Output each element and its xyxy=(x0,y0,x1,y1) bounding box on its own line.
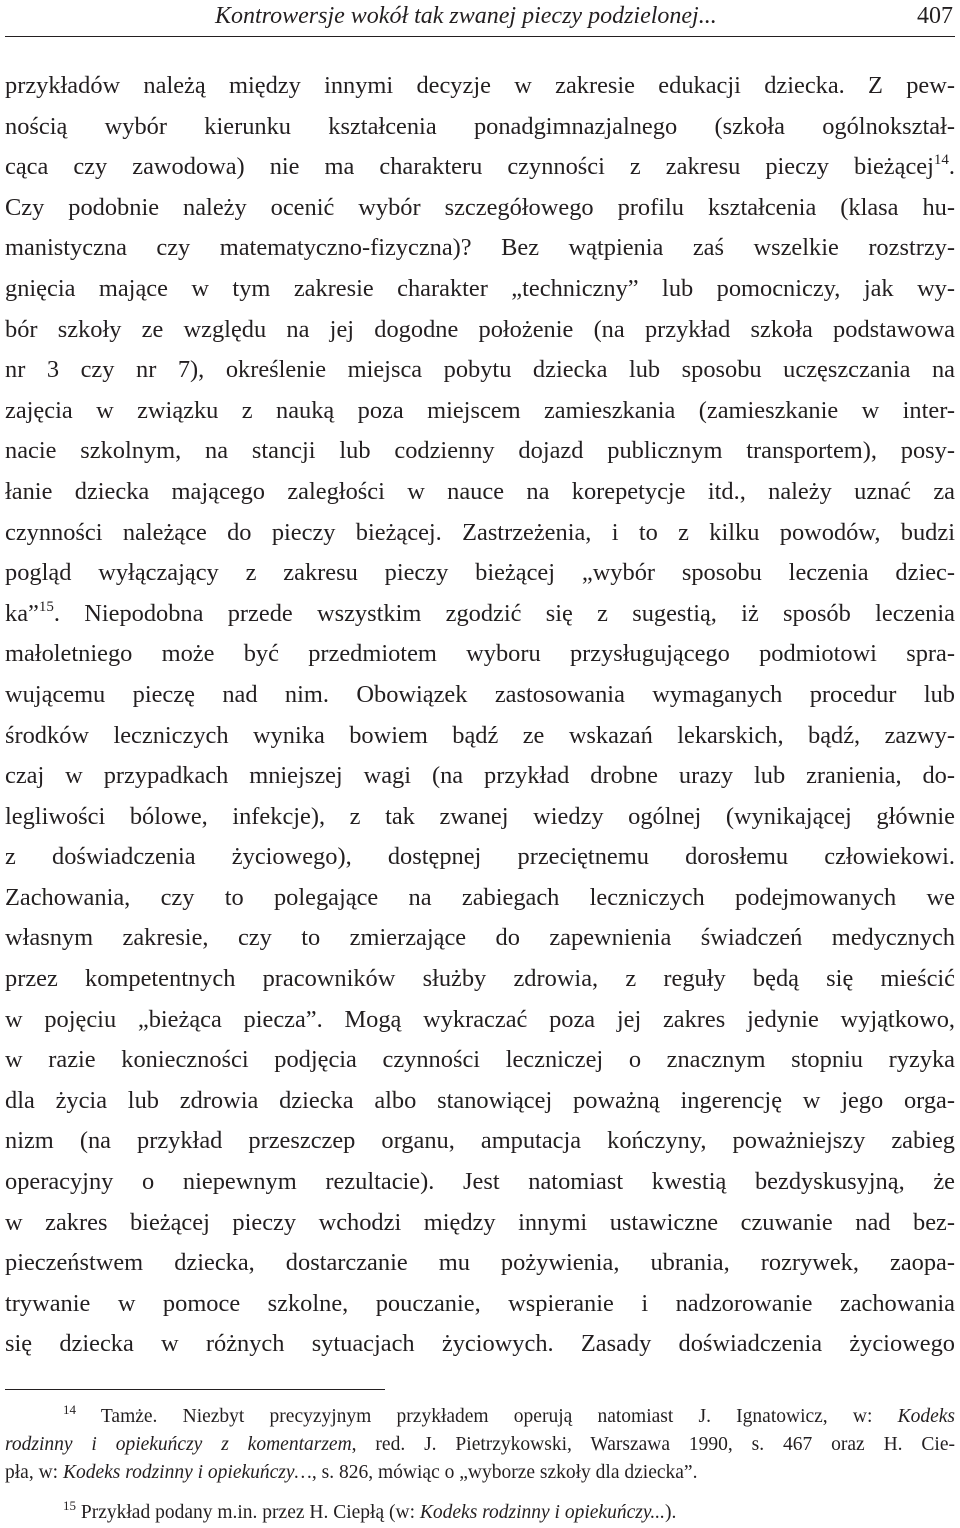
text-line: Czy podobnie należy ocenić wybór szczegółowego profilu kształcenia (klasa hu- xyxy=(5,193,955,221)
footnote-14-line: $^{14}$ Tamże. Niezbyt precyzyjnym przykładem operują natomiast J. Ignatowicz, w: Kodeks xyxy=(63,1402,955,1427)
text-line: czynności należące do pieczy bieżącej. Zastrzeżenia, i to z kilku powodów, budzi xyxy=(5,518,955,546)
footnotes xyxy=(5,1403,955,1527)
text-line: nością wybór kierunku kształcenia ponadgimnazjalnego (szkoła ogólnokształ- xyxy=(5,112,955,140)
footnote-ref-15[interactable]: 15 xyxy=(38,598,54,615)
page-number: 407 xyxy=(917,3,953,29)
text-line: w razie konieczności podjęcia czynności leczniczej o znacznym stopniu ryzyka xyxy=(5,1046,955,1074)
text-line: dla życia lub zdrowia dziecka albo stanowiącej poważną ingerencję w jego orga- xyxy=(5,1086,955,1114)
text-line: środków leczniczych wynika bowiem bądź ze wskazań lekarskich, bądź, zazwy- xyxy=(5,721,955,749)
text-line: pogląd wyłączający z zakresu pieczy bieżącej „wybór sposobu leczenia dziec- xyxy=(5,559,955,587)
text-line: nacie szkolnym, na stancji lub codzienny dojazd publicznym transportem), posy- xyxy=(5,437,955,465)
footnote-15-line: $^{15}$ Przykład podany m.in. przez H. Ciepłą (w: Kodeks rodzinny i opiekuńczy...). xyxy=(63,1498,677,1523)
book-page xyxy=(5,0,955,1528)
text-line: ka”$^{15}$. Niepodobna przede wszystkim zgodzić się z sugestią, iż sposób leczenia xyxy=(5,598,955,627)
footnote-14-number: 14 xyxy=(63,1402,76,1417)
text-line: się dziecka w różnych sytuacjach życiowych. Zasady doświadczenia życiowego xyxy=(5,1330,955,1358)
text-line: z doświadczenia życiowego), dostępnej przeciętnemu dorosłemu człowiekowi. xyxy=(5,843,955,871)
text-line: Zachowania, czy to polegające na zabiegach leczniczych podejmowanych we xyxy=(5,883,955,911)
text-line: małoletniego może być przedmiotem wyboru przysługującego podmiotowi spra- xyxy=(5,640,955,668)
body-text xyxy=(5,66,955,1365)
text-line: trywanie w pomoce szkolne, pouczanie, wspieranie i nadzorowanie zachowania xyxy=(5,1289,955,1317)
text-line: manistyczna czy matematyczno-fizyczna)? Bez wątpienia zaś wszelkie rozstrzy- xyxy=(5,234,955,262)
footnote-separator xyxy=(5,1389,385,1390)
text-line: pieczeństwem dziecka, dostarczanie mu pożywienia, ubrania, rozrywek, zaopa- xyxy=(5,1249,955,1277)
text-line: legliwości bólowe, infekcje), z tak zwanej wiedzy ogólnej (wynikającej głównie xyxy=(5,802,955,830)
running-header-title: Kontrowersje wokół tak zwanej pieczy podzielonej... xyxy=(215,3,717,29)
text-line: cąca czy zawodowa) nie ma charakteru czynności z zakresu pieczy bieżącej$^{14}$. xyxy=(5,152,955,181)
text-line: własnym zakresie, czy to zmierzające do zapewnienia świadczeń medycznych xyxy=(5,924,955,952)
footnote-15-number: 15 xyxy=(63,1498,76,1513)
footnote-14-line: pła, w: Kodeks rodzinny i opiekuńczy…, s. 826, mówiąc o „wyborze szkoły dla dziecka”. xyxy=(5,1462,698,1483)
text-line: bór szkoły ze względu na jej dogodne położenie (na przykład szkoła podstawowa xyxy=(5,315,955,343)
text-line: przez kompetentnych pracowników służby zdrowia, z reguły będą się mieścić xyxy=(5,965,955,993)
text-line: w pojęciu „bieżąca piecza”. Mogą wykraczać poza jej zakres jedynie wyjątkowo, xyxy=(5,1005,955,1033)
footnote-ref-14[interactable]: 14 xyxy=(933,152,949,169)
text-line: nr 3 czy nr 7), określenie miejsca pobytu dziecka lub sposobu uczęszczania na xyxy=(5,356,955,384)
text-line: czaj w przypadkach mniejszej wagi (na przykład drobne urazy lub zranienia, do- xyxy=(5,762,955,790)
text-line: wującemu pieczę nad nim. Obowiązek zastosowania wymaganych procedur lub xyxy=(5,680,955,708)
text-line: łanie dziecka mającego zaległości w nauce na korepetycje itd., należy uznać za xyxy=(5,477,955,505)
footnote-14-line: rodzinny i opiekuńczy z komentarzem, red. J. Pietrzykowski, Warszawa 1990, s. 467 oraz H. Cie- xyxy=(5,1434,955,1455)
text-line: gnięcia mające w tym zakresie charakter „techniczny” lub pomocniczy, jak wy- xyxy=(5,274,955,302)
text-line: operacyjny o niepewnym rezultacie). Jest natomiast kwestią bezdyskusyjną, że xyxy=(5,1168,955,1196)
running-header xyxy=(5,0,955,37)
text-line: nizm (na przykład przeszczep organu, amputacja kończyny, poważniejszy zabieg xyxy=(5,1127,955,1155)
text-line: w zakres bieżącej pieczy wchodzi między innymi ustawiczne czuwanie nad bez- xyxy=(5,1208,955,1236)
text-line: zajęcia w związku z nauką poza miejscem zamieszkania (zamieszkanie w inter- xyxy=(5,396,955,424)
text-line: przykładów należą między innymi decyzje w zakresie edukacji dziecka. Z pew- xyxy=(5,72,955,99)
